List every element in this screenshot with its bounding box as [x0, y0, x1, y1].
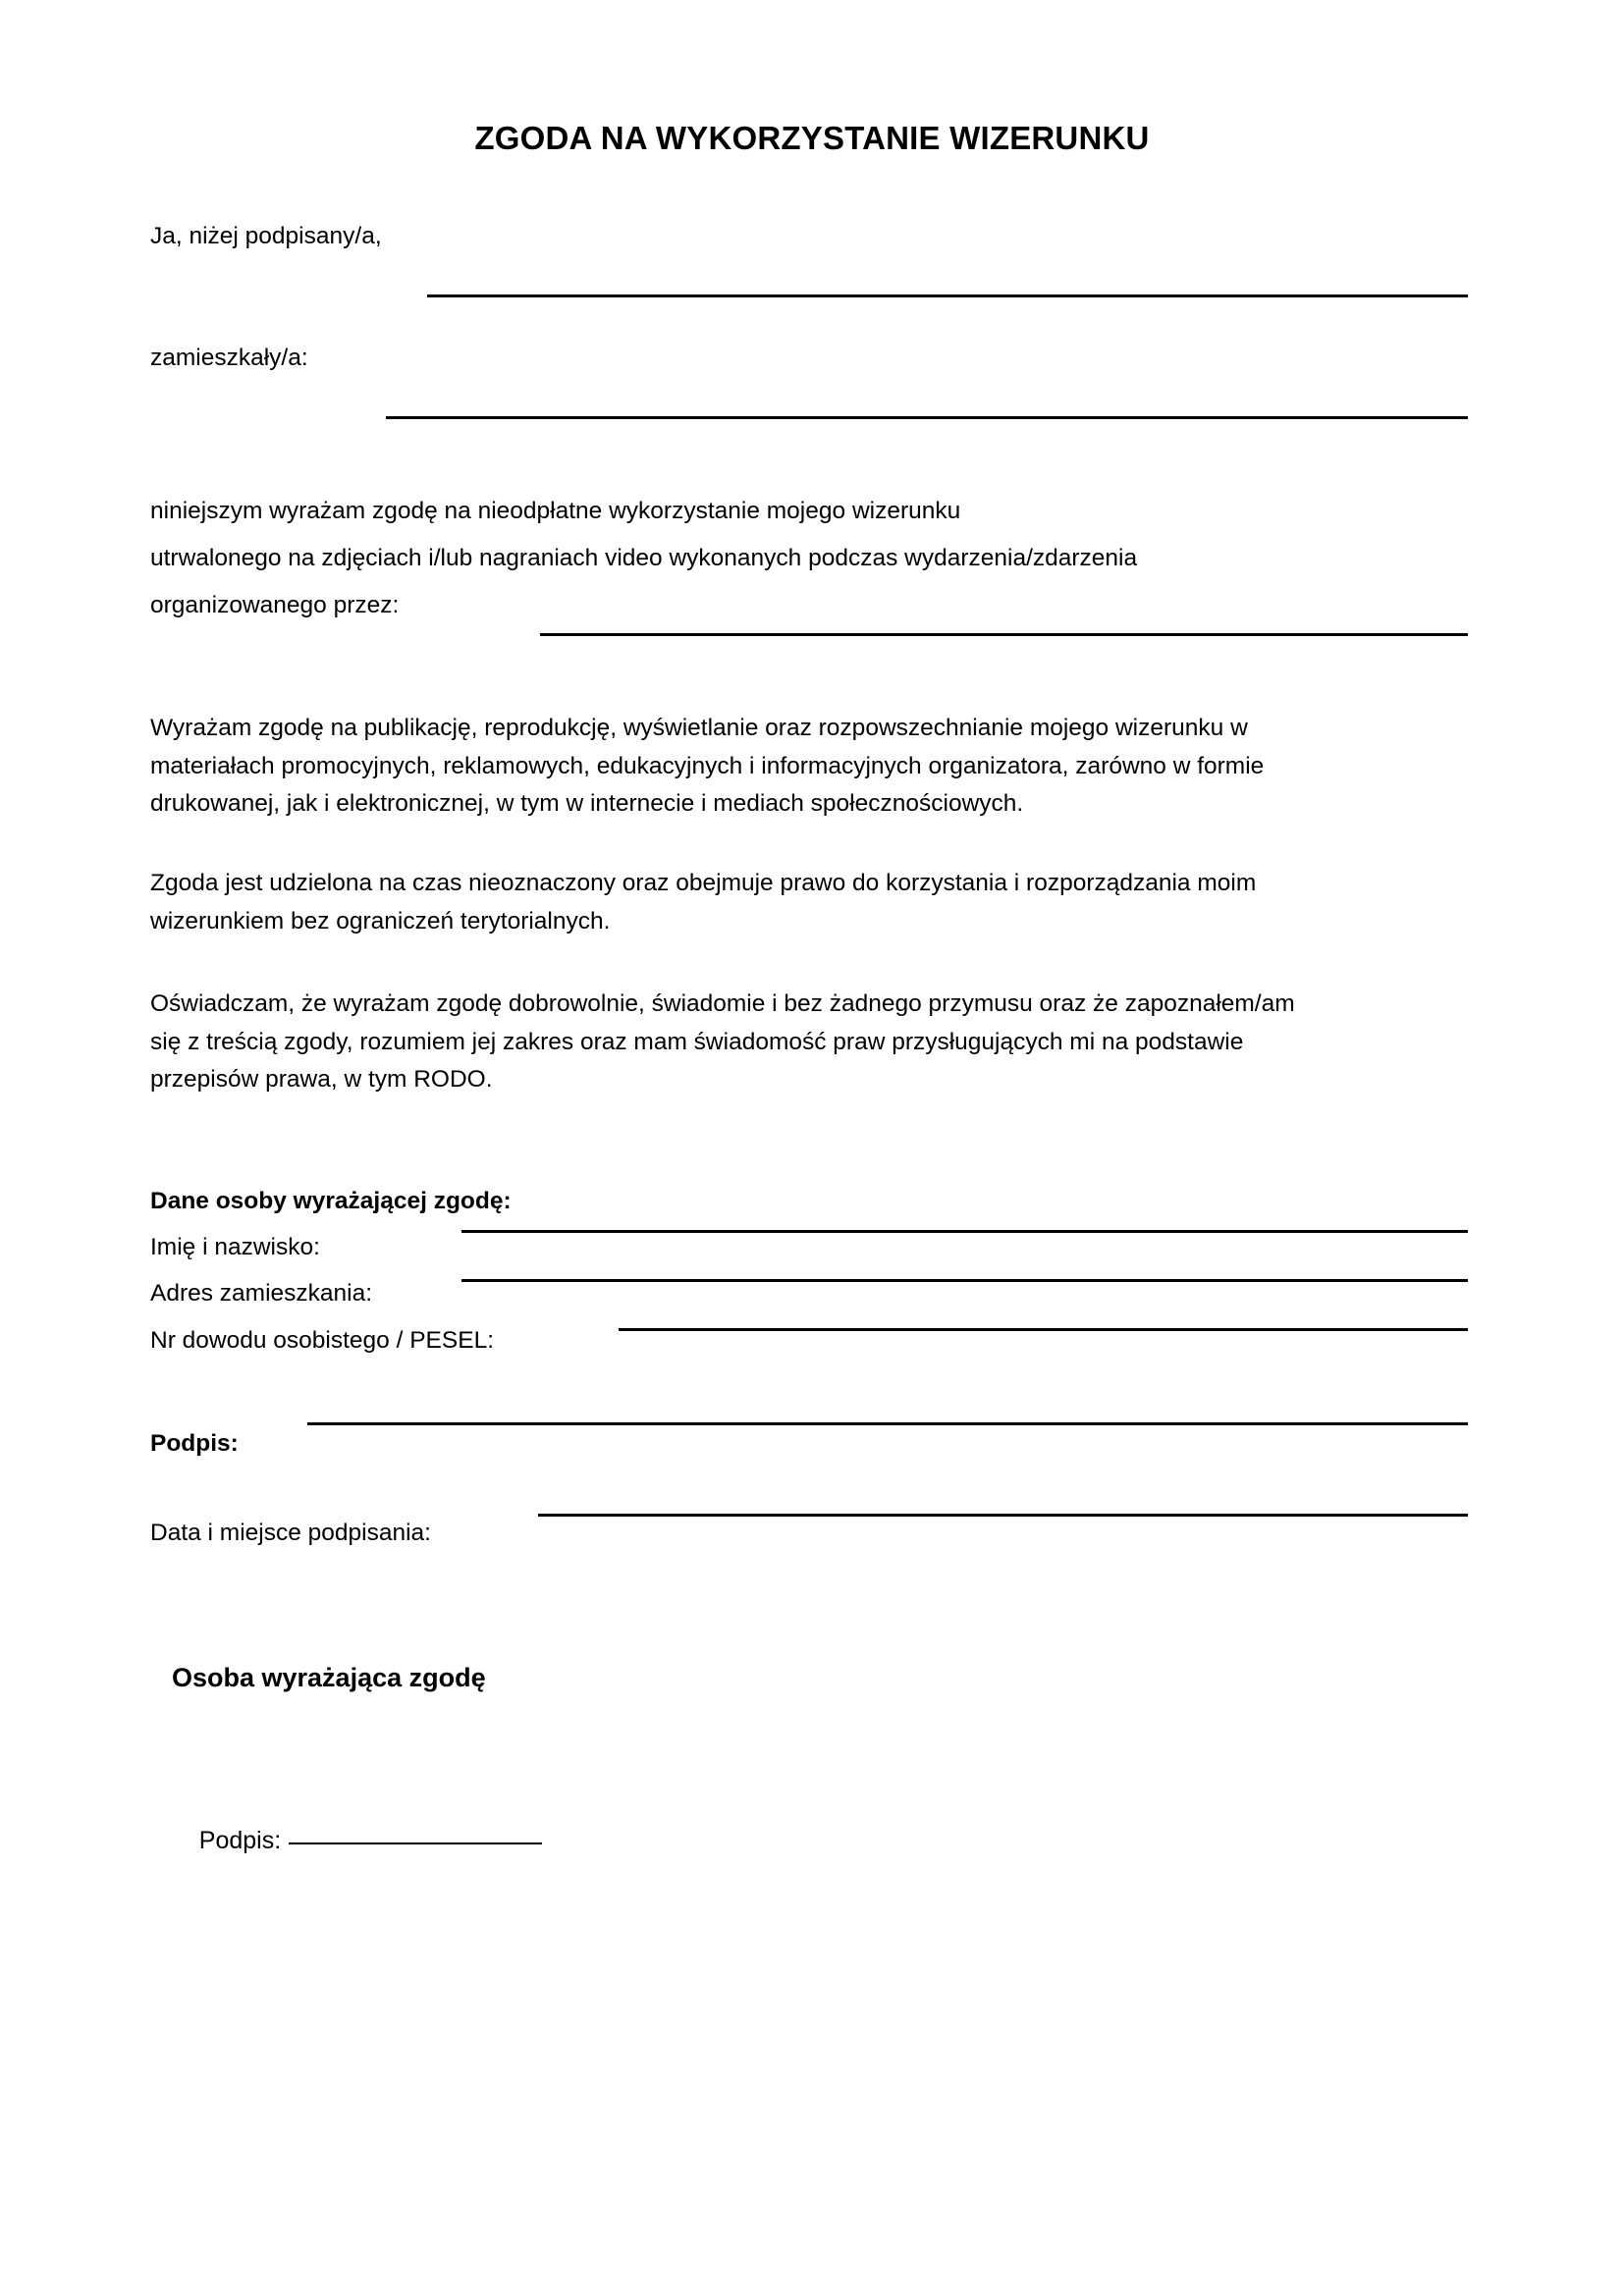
- paragraph-consent-duration: [150, 865, 1486, 940]
- paragraph-consent-publication: [150, 710, 1486, 824]
- label-date-place: Data i miejsce podpisania:: [150, 1520, 431, 1546]
- label-undersigned: Ja, niżej podpisany/a,: [150, 223, 382, 249]
- intro-line-2: utrwalonego na zdjęciach i/lub nagraniach video wykonanych podczas wydarzenia/zdarzenia: [150, 545, 1138, 571]
- label-address: Adres zamieszkania:: [150, 1280, 373, 1307]
- input-line-full-name[interactable]: [461, 1230, 1468, 1233]
- intro-line-3: organizowanego przez:: [150, 592, 400, 618]
- input-line-undersigned[interactable]: [427, 294, 1468, 297]
- paragraph-consent-declaration: [150, 986, 1486, 1099]
- paragraph-line: Zgoda jest udzielona na czas nieoznaczony oraz obejmuje prawo do korzystania i rozporządzania moim: [150, 870, 1257, 896]
- input-line-date-place[interactable]: [538, 1514, 1468, 1517]
- footer-signature-line[interactable]: [289, 1842, 542, 1844]
- label-full-name: Imię i nazwisko:: [150, 1234, 320, 1260]
- page-title: ZGODA NA WYKORZYSTANIE WIZERUNKU: [474, 120, 1150, 156]
- input-line-address[interactable]: [461, 1279, 1468, 1282]
- paragraph-line: przepisów prawa, w tym RODO.: [150, 1066, 493, 1093]
- input-line-signature[interactable]: [307, 1422, 1468, 1425]
- intro-line-1: niniejszym wyrażam zgodę na nieodpłatne wykorzystanie mojego wizerunku: [150, 498, 961, 524]
- label-residence: zamieszkały/a:: [150, 345, 308, 371]
- footer-heading-consenting-person: Osoba wyrażająca zgodę: [172, 1663, 486, 1692]
- footer-signature-label: Podpis:: [198, 1827, 282, 1854]
- paragraph-line: Oświadczam, że wyrażam zgodę dobrowolnie, świadomie i bez żadnego przymusu oraz że zapoznałem/am: [150, 990, 1295, 1017]
- footer-signature-row: [172, 1798, 542, 1884]
- input-line-residence[interactable]: [386, 416, 1468, 419]
- paragraph-line: drukowanej, jak i elektronicznej, w tym w internecie i mediach społecznościowych.: [150, 790, 1024, 817]
- paragraph-line: Wyrażam zgodę na publikację, reprodukcję, wyświetlanie oraz rozpowszechnianie mojego wizerunku w: [150, 715, 1248, 741]
- input-line-id-pesel[interactable]: [619, 1328, 1468, 1331]
- label-signature: Podpis:: [150, 1430, 239, 1457]
- label-id-pesel: Nr dowodu osobistego / PESEL:: [150, 1327, 495, 1354]
- paragraph-line: wizerunkiem bez ograniczeń terytorialnych.: [150, 907, 611, 934]
- paragraph-line: materiałach promocyjnych, reklamowych, edukacyjnych i informacyjnych organizatora, zarówno w formie: [150, 752, 1265, 779]
- paragraph-line: się z treścią zgody, rozumiem jej zakres oraz mam świadomość praw przysługujących mi na podstawie: [150, 1028, 1244, 1055]
- person-data-heading: Dane osoby wyrażającej zgodę:: [150, 1188, 512, 1214]
- input-line-organizer[interactable]: [540, 633, 1468, 636]
